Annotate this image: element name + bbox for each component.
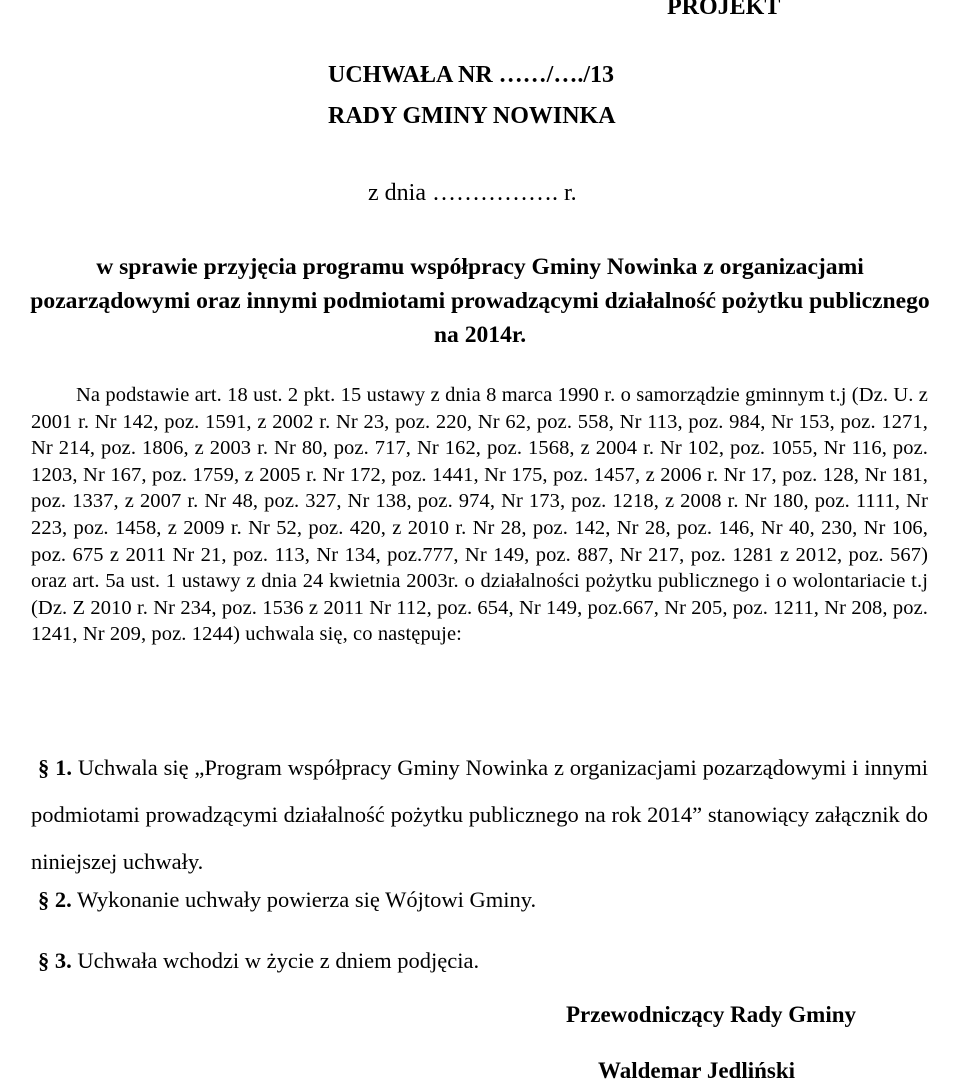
- paragraph-3: [38, 948, 479, 974]
- paragraph-2: [38, 887, 536, 913]
- paragraph-1-marker: § 1.: [38, 755, 72, 780]
- resolution-date: z dnia ……………. r.: [368, 180, 577, 206]
- signature-name: Waldemar Jedliński: [598, 1058, 796, 1083]
- council-name: RADY GMINY NOWINKA: [328, 103, 616, 129]
- paragraph-1: [31, 744, 928, 885]
- paragraph-2-text: Wykonanie uchwały powierza się Wójtowi Gminy.: [76, 887, 537, 912]
- paragraph-3-marker: § 3.: [38, 948, 72, 973]
- paragraph-2-marker: § 2.: [38, 887, 72, 912]
- resolution-number: UCHWAŁA NR ……/…./13: [328, 62, 615, 88]
- paragraph-1-text: Uchwala się „Program współpracy Gminy Nowinka z organizacjami pozarządowymi i innymi podmiotami prowadzącymi działalność pożytku publicznego na rok 2014” stanowiący załącznik do niniejszej uchwały.: [31, 755, 929, 874]
- signature-title: Przewodniczący Rady Gminy: [566, 1002, 857, 1027]
- resolution-subject: w sprawie przyjęcia programu współpracy Gminy Nowinka z organizacjami pozarządowymi oraz innymi podmiotami prowadzącymi działalność pożytku publicznego na 2014r.: [30, 254, 930, 348]
- paragraph-3-text: Uchwała wchodzi w życie z dniem podjęcia.: [77, 948, 480, 973]
- draft-label: PROJEKT: [667, 0, 781, 20]
- legal-basis-paragraph: Na podstawie art. 18 ust. 2 pkt. 15 ustawy z dnia 8 marca 1990 r. o samorządzie gminnym t.j (Dz. U. z 2001 r. Nr 142, poz. 1591, z 2002 r. Nr 23, poz. 220, Nr 62, poz. 558, Nr 113, poz. 984, Nr 153, poz. 1271, Nr 214, poz. 1806, z 2003 r. Nr 80, poz. 717, Nr 162, poz. 1568, z 2004 r. Nr 102, poz. 1055, Nr 116, poz. 1203, Nr 167, poz. 1759, z 2005 r. Nr 172, poz. 1441, Nr 175, poz. 1457, z 2006 r. Nr 17, poz. 128, Nr 181, poz. 1337, z 2007 r. Nr 48, poz. 327, Nr 138, poz. 974, Nr 173, poz. 1218, z 2008 r. Nr 180, poz. 1111, Nr 223, poz. 1458, z 2009 r. Nr 52, poz. 420, z 2010 r. Nr 28, poz. 142, Nr 28, poz. 146, Nr 40, 230, Nr 106, poz. 675 z 2011 Nr 21, poz. 113, Nr 134, poz.777, Nr 149, poz. 887, Nr 217, poz. 1281 z 2012, poz. 567) oraz art. 5a ust. 1 ustawy z dnia 24 kwietnia 2003r. o działalności pożytku publicznego i o wolontariacie t.j (Dz. Z 2010 r. Nr 234, poz. 1536 z 2011 Nr 112, poz. 654, Nr 149, poz.667, Nr 205, poz. 1211, Nr 208, poz. 1241, Nr 209, poz. 1244) uchwala się, co następuje:: [31, 384, 928, 646]
